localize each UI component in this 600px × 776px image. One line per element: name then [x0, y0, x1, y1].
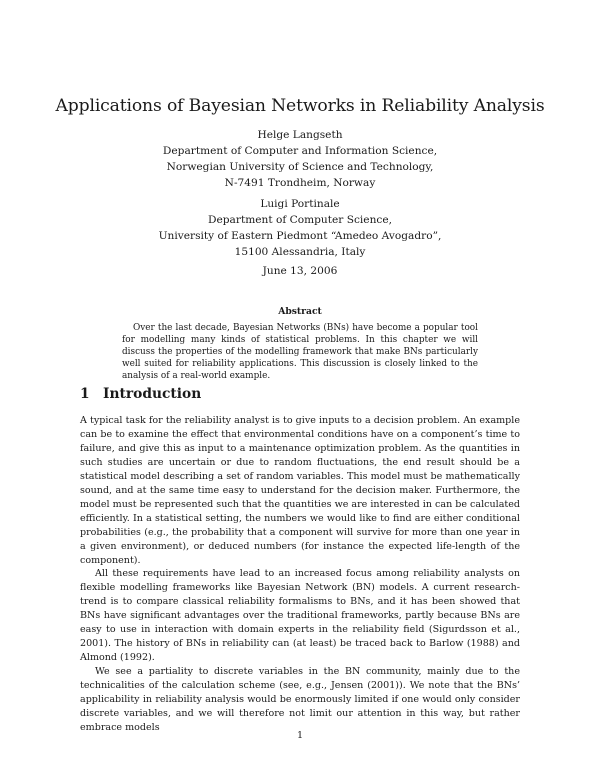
paragraph: A typical task for the reliability analyst is to give inputs to a decision problem. An example can be to examine the effect that environmental conditions have on a component’s time to failure, and give this as input to a maintenance optimization problem. As the quantities in such studies are uncertain or due to random fluctuations, the end result should be a statistical model describing a set of random variables. This model must be mathematically sound, and at the same time easy to understand for the decision maker. Furthermore, the model must be represented such that the quantities we are interested in can be calculated efficiently. In a statistical setting, the numbers we would like to find are either conditional probabilities (e.g., the probability that a component will survive for more than one year in a given environment), or deduced numbers (for instance the expected life-length of the component). — [80, 415, 520, 566]
body-text — [80, 414, 520, 735]
section-title: Introduction — [103, 386, 202, 402]
author-department: Department of Computer and Information Science, — [162, 144, 438, 157]
author-name: Luigi Portinale — [260, 198, 340, 210]
paragraph: We see a partiality to discrete variables in the BN community, mainly due to the technicalities of the calculation scheme (see, e.g., Jensen (2001)). We note that the BNs’ applicability in reliability analysis would be enormously limited if one would only consider discrete variables, and we will therefore not limit our attention in this way, but rather embrace models — [80, 666, 520, 733]
paper-title: Applications of Bayesian Networks in Reliability Analysis — [55, 96, 545, 116]
section-heading — [80, 386, 201, 402]
paragraph: All these requirements have lead to an increased focus among reliability analysts on flexible modelling frameworks like Bayesian Network (BN) models. A current research-trend is to compare classical reliability formalisms to BNs, and it has been showed that BNs have significant advantages over the traditional frameworks, partly because BNs are easy to use in interaction with domain experts in the reliability field (Sigurdsson et al., 2001). The history of BNs in reliability can (at least) be traced back to Barlow (1988) and Almond (1992). — [80, 568, 520, 664]
abstract-heading: Abstract — [278, 306, 322, 317]
author-institution: Norwegian University of Science and Technology, — [166, 160, 434, 173]
section-number: 1 — [80, 386, 90, 402]
author-block-1 — [0, 128, 600, 192]
author-address: N-7491 Trondheim, Norway — [224, 176, 376, 189]
author-name: Helge Langseth — [257, 129, 343, 141]
publication-date: June 13, 2006 — [262, 265, 338, 277]
author-department: Department of Computer Science, — [208, 213, 392, 226]
author-block-2 — [0, 197, 600, 261]
abstract-text: Over the last decade, Bayesian Networks (BNs) have become a popular tool for modelling many kinds of statistical problems. In this chapter we will discuss the properties of the modelling framework that make BNs particularly well suited for reliability applications. This discussion is closely linked to the analysis of a real-world example. — [122, 323, 478, 382]
page-number: 1 — [296, 730, 304, 741]
author-address: 15100 Alessandria, Italy — [234, 245, 366, 258]
author-institution: University of Eastern Piedmont “Amedeo Avogadro”, — [158, 229, 442, 242]
